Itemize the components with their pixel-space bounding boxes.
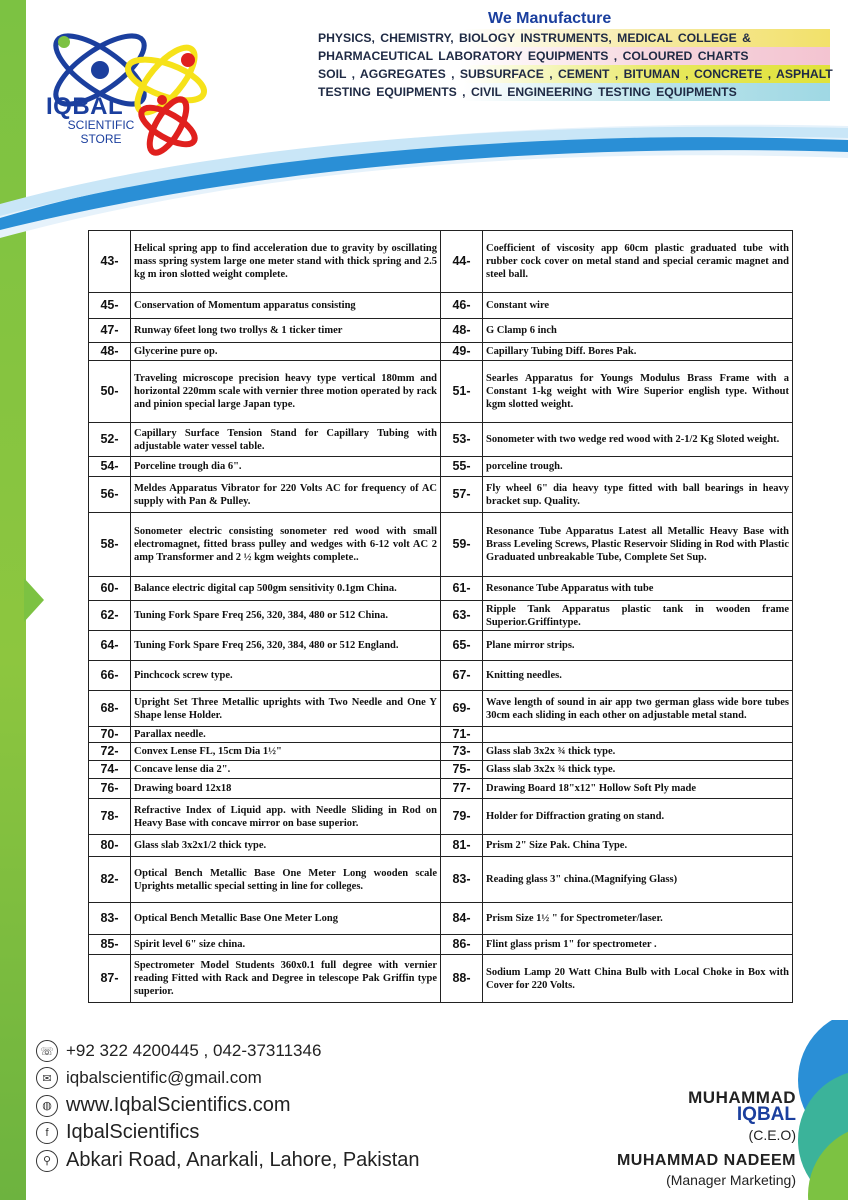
- contact-address: [36, 1149, 420, 1172]
- item-description: Glycerine pure op.: [131, 343, 441, 361]
- item-number: 62-: [89, 601, 131, 631]
- item-number: 46-: [441, 293, 483, 319]
- item-description: Ripple Tank Apparatus plastic tank in wooden frame Superior.Griffintype.: [483, 601, 793, 631]
- contact-email: [36, 1067, 262, 1089]
- item-description: Conservation of Momentum apparatus consisting: [131, 293, 441, 319]
- item-number: 68-: [89, 691, 131, 727]
- item-number: 82-: [89, 857, 131, 903]
- table-row: [89, 935, 793, 955]
- item-description: Glass slab 3x2x ¾ thick type.: [483, 761, 793, 779]
- item-number: 64-: [89, 631, 131, 661]
- item-description: Meldes Apparatus Vibrator for 220 Volts AC for frequency of AC supply with Pan & Pulley.: [131, 477, 441, 513]
- item-number: 83-: [441, 857, 483, 903]
- item-number: 56-: [89, 477, 131, 513]
- item-description: Glass slab 3x2x1/2 thick type.: [131, 835, 441, 857]
- item-description: Pinchcock screw type.: [131, 661, 441, 691]
- item-number: 66-: [89, 661, 131, 691]
- item-number: 86-: [441, 935, 483, 955]
- globe-icon: ◍: [36, 1095, 58, 1117]
- item-number: 44-: [441, 231, 483, 293]
- item-number: 70-: [89, 727, 131, 743]
- table-row: [89, 457, 793, 477]
- item-number: 84-: [441, 903, 483, 935]
- item-description: Plane mirror strips.: [483, 631, 793, 661]
- table-row: [89, 343, 793, 361]
- item-description: Parallax needle.: [131, 727, 441, 743]
- item-number: 71-: [441, 727, 483, 743]
- manufacture-line: SOIL , AGGREGATES , SUBSURFACE , CEMENT , BITUMAN , CONCRETE , ASPHALT: [306, 65, 830, 83]
- table-row: [89, 835, 793, 857]
- item-description: Prism 2" Size Pak. China Type.: [483, 835, 793, 857]
- item-number: 72-: [89, 743, 131, 761]
- table-row: [89, 743, 793, 761]
- item-number: 80-: [89, 835, 131, 857]
- item-number: 59-: [441, 513, 483, 577]
- item-description: Tuning Fork Spare Freq 256, 320, 384, 480 or 512 England.: [131, 631, 441, 661]
- item-description: Knitting needles.: [483, 661, 793, 691]
- item-number: 63-: [441, 601, 483, 631]
- item-description: Resonance Tube Apparatus with tube: [483, 577, 793, 601]
- item-description: Spectrometer Model Students 360x0.1 full degree with vernier reading Fitted with Rack and Degree in telescope Pak Griffin type superior.: [131, 955, 441, 1003]
- item-description: Balance electric digital cap 500gm sensitivity 0.1gm China.: [131, 577, 441, 601]
- item-number: 49-: [441, 343, 483, 361]
- item-number: 51-: [441, 361, 483, 423]
- table-row: [89, 903, 793, 935]
- item-number: 53-: [441, 423, 483, 457]
- item-number: 74-: [89, 761, 131, 779]
- item-number: 65-: [441, 631, 483, 661]
- item-description: Coefficient of viscosity app 60cm plastic graduated tube with rubber cock cover on metal stand and special ceramic magnet and steel ball.: [483, 231, 793, 293]
- item-description: Flint glass prism 1" for spectrometer .: [483, 935, 793, 955]
- item-description: Optical Bench Metallic Base One Meter Long wooden scale Uprights metallic special setting in line for colleges.: [131, 857, 441, 903]
- item-number: 83-: [89, 903, 131, 935]
- item-description: Refractive Index of Liquid app. with Needle Sliding in Rod on Heavy Base with concave mirror on base superior.: [131, 799, 441, 835]
- item-description: Capillary Tubing Diff. Bores Pak.: [483, 343, 793, 361]
- facebook-icon: f: [36, 1122, 58, 1144]
- website-text: www.IqbalScientifics.com: [66, 1094, 291, 1116]
- item-description: G Clamp 6 inch: [483, 319, 793, 343]
- phone-icon: ☏: [36, 1040, 58, 1062]
- table-row: [89, 577, 793, 601]
- item-description: Concave lense dia 2".: [131, 761, 441, 779]
- item-description: Sonometer with two wedge red wood with 2-1/2 Kg Sloted weight.: [483, 423, 793, 457]
- table-row: [89, 761, 793, 779]
- item-number: 58-: [89, 513, 131, 577]
- table-row: [89, 319, 793, 343]
- item-number: 54-: [89, 457, 131, 477]
- table-row: [89, 955, 793, 1003]
- left-arrow-marker: [24, 578, 44, 622]
- contact-facebook: [36, 1121, 199, 1144]
- item-number: 52-: [89, 423, 131, 457]
- table-row: [89, 691, 793, 727]
- item-description: Resonance Tube Apparatus Latest all Metallic Heavy Base with Brass Leveling Screws, Plastic Reservoir Sliding in Rod with Plastic Graduated unbreakable Tube, Complete Set Sup.: [483, 513, 793, 577]
- ceo-first-name: MUHAMMAD: [688, 1088, 796, 1107]
- item-number: 55-: [441, 457, 483, 477]
- item-description: Searles Apparatus for Youngs Modulus Brass Frame with a Constant 1-kg weight with Wire Superior english type. Without kgm slotted weight.: [483, 361, 793, 423]
- manager-title: (Manager Marketing): [666, 1172, 796, 1188]
- table-row: [89, 231, 793, 293]
- we-manufacture-title: We Manufacture: [488, 10, 612, 27]
- item-description: porceline trough.: [483, 457, 793, 477]
- item-description: Holder for Diffraction grating on stand.: [483, 799, 793, 835]
- item-description: Constant wire: [483, 293, 793, 319]
- item-number: 85-: [89, 935, 131, 955]
- item-description: Wave length of sound in air app two german glass wide bore tubes 30cm each sliding in each other on adjustable metal stand.: [483, 691, 793, 727]
- email-icon: ✉: [36, 1067, 58, 1089]
- item-description: Traveling microscope precision heavy type vertical 180mm and horizontal 220mm scale with vernier three motion operated by rack and pinion special large Japan type.: [131, 361, 441, 423]
- table-row: [89, 423, 793, 457]
- contact-website: [36, 1094, 291, 1117]
- item-description: Spirit level 6" size china.: [131, 935, 441, 955]
- item-description: Sonometer electric consisting sonometer red wood with small electromagnet, fitted brass pulley and wedges with 6-12 volt AC 2 amp Transformer and 2 ½ kgm weights complete..: [131, 513, 441, 577]
- item-number: 67-: [441, 661, 483, 691]
- manager-name: MUHAMMAD NADEEM: [616, 1152, 796, 1169]
- item-number: 75-: [441, 761, 483, 779]
- item-number: 73-: [441, 743, 483, 761]
- table-row: [89, 779, 793, 799]
- location-pin-icon: ⚲: [36, 1150, 58, 1172]
- manufacture-line: PHARMACEUTICAL LABORATORY EQUIPMENTS , COLOURED CHARTS: [306, 47, 830, 65]
- item-number: 87-: [89, 955, 131, 1003]
- item-description: Drawing Board 18"x12" Hollow Soft Ply made: [483, 779, 793, 799]
- address-text: Abkari Road, Anarkali, Lahore, Pakistan: [66, 1149, 420, 1171]
- item-number: 88-: [441, 955, 483, 1003]
- item-number: 79-: [441, 799, 483, 835]
- item-number: 69-: [441, 691, 483, 727]
- item-description: Tuning Fork Spare Freq 256, 320, 384, 480 or 512 China.: [131, 601, 441, 631]
- item-number: 57-: [441, 477, 483, 513]
- item-number: 47-: [89, 319, 131, 343]
- item-description: Optical Bench Metallic Base One Meter Long: [131, 903, 441, 935]
- item-description: Prism Size 1½ " for Spectrometer/laser.: [483, 903, 793, 935]
- table-row: [89, 293, 793, 319]
- item-number: 81-: [441, 835, 483, 857]
- table-row: [89, 477, 793, 513]
- item-number: 78-: [89, 799, 131, 835]
- facebook-text: IqbalScientifics: [66, 1121, 200, 1143]
- item-description: Upright Set Three Metallic uprights with Two Needle and One Y Shape lense Holder.: [131, 691, 441, 727]
- item-description: Capillary Surface Tension Stand for Capillary Tubing with adjustable water vessel table.: [131, 423, 441, 457]
- item-number: 60-: [89, 577, 131, 601]
- item-number: 45-: [89, 293, 131, 319]
- item-description: Glass slab 3x2x ¾ thick type.: [483, 743, 793, 761]
- table-row: [89, 361, 793, 423]
- manufacture-line: TESTING EQUIPMENTS , CIVIL ENGINEERING TESTING EQUIPMENTS: [306, 83, 830, 101]
- table-row: [89, 601, 793, 631]
- item-number: 43-: [89, 231, 131, 293]
- item-description: Drawing board 12x18: [131, 779, 441, 799]
- table-row: [89, 513, 793, 577]
- item-description: Reading glass 3" china.(Magnifying Glass): [483, 857, 793, 903]
- brand-subtitle: SCIENTIFIC STORE: [67, 118, 135, 146]
- item-description: [483, 727, 793, 743]
- item-number: 61-: [441, 577, 483, 601]
- item-number: 50-: [89, 361, 131, 423]
- item-description: Helical spring app to find acceleration due to gravity by oscillating mass spring system large one meter stand with thick spring and 2.5 kg m iron slotted weight complete.: [131, 231, 441, 293]
- table-row: [89, 799, 793, 835]
- table-row: [89, 631, 793, 661]
- ceo-last-name: IQBAL: [736, 1104, 796, 1125]
- table-row: [89, 857, 793, 903]
- products-table: [88, 230, 793, 1003]
- table-row: [89, 661, 793, 691]
- item-number: 48-: [441, 319, 483, 343]
- manufacture-line: PHYSICS, CHEMISTRY, BIOLOGY INSTRUMENTS, MEDICAL COLLEGE &: [306, 29, 830, 47]
- item-number: 48-: [89, 343, 131, 361]
- item-description: Sodium Lamp 20 Watt China Bulb with Local Choke in Box with Cover for 220 Volts.: [483, 955, 793, 1003]
- ceo-title: (C.E.O): [748, 1127, 796, 1143]
- item-description: Porceline trough dia 6".: [131, 457, 441, 477]
- table-row: [89, 727, 793, 743]
- phone-text: +92 322 4200445 , 042-37311346: [66, 1041, 322, 1060]
- item-description: Runway 6feet long two trollys & 1 ticker timer: [131, 319, 441, 343]
- contact-phone: [36, 1040, 321, 1062]
- item-number: 77-: [441, 779, 483, 799]
- item-description: Fly wheel 6" dia heavy type fitted with ball bearings in heavy bracket sup. Quality.: [483, 477, 793, 513]
- item-description: Convex Lense FL, 15cm Dia 1½": [131, 743, 441, 761]
- email-text: iqbalscientific@gmail.com: [66, 1068, 262, 1087]
- brand-name: IQBAL: [46, 93, 124, 120]
- item-number: 76-: [89, 779, 131, 799]
